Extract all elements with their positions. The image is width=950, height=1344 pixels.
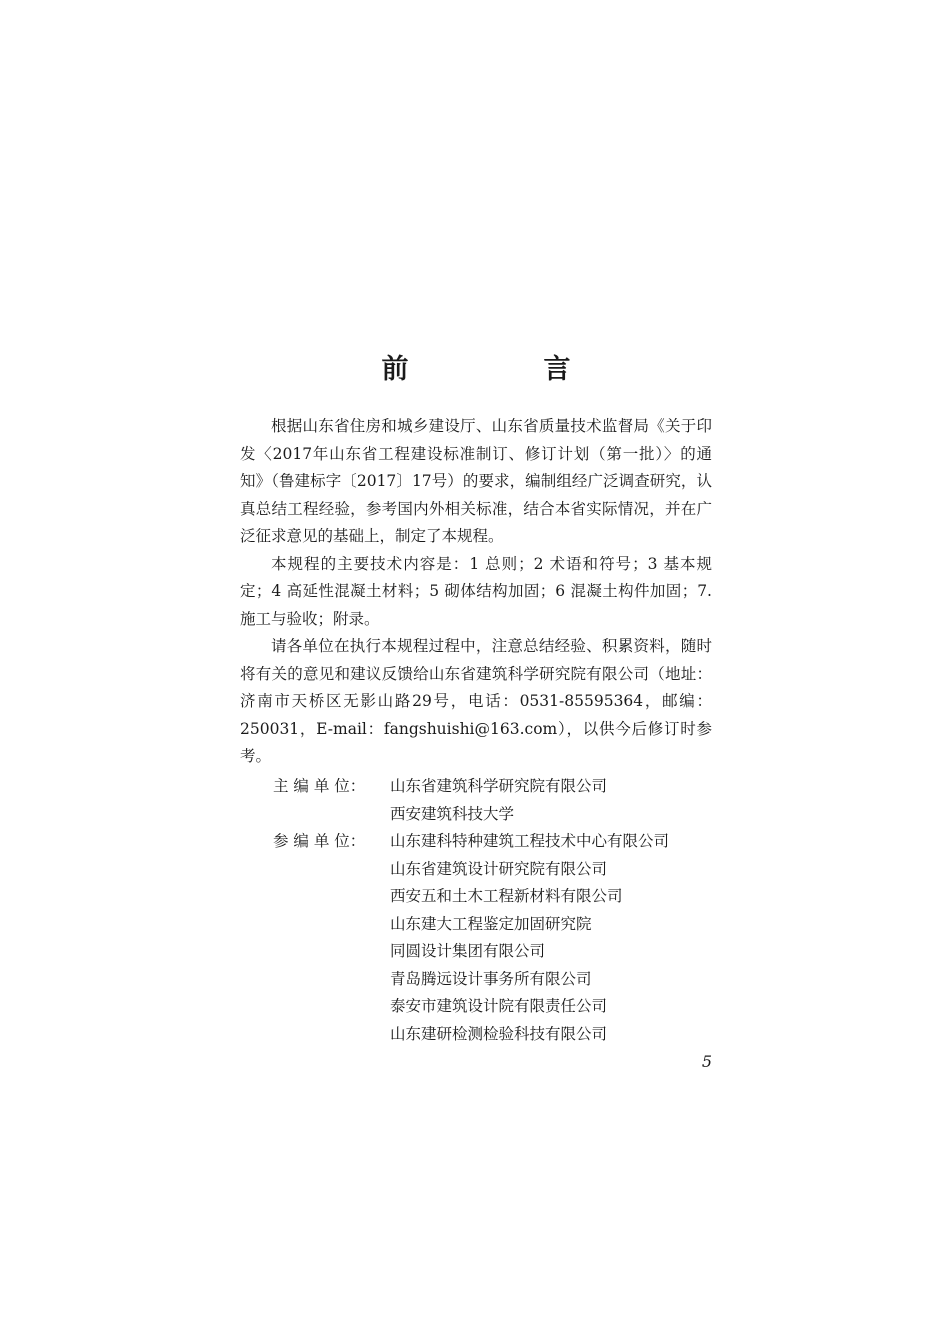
unit-row [240, 938, 712, 966]
unit-row [240, 1021, 712, 1049]
page-number: 5 [701, 1052, 712, 1071]
preface-paragraph-3: 请各单位在执行本规程过程中，注意总结经验、积累资料，随时将有关的意见和建议反馈给山东省建筑科学研究院有限公司（地址：济南市天桥区无影山路29号，电话：0531-85595364，邮编：250031，E-mail：fangshuishi@163.com），以供今后修订时参考。 [240, 637, 712, 765]
unit-row [240, 993, 712, 1021]
unit-row [240, 883, 712, 911]
unit-name: 山东建研检测检验科技有限公司 [390, 1024, 608, 1043]
participating-editor-label: 参 编 单 位： [273, 832, 366, 850]
unit-name: 西安建筑科技大学 [390, 804, 515, 823]
unit-name: 山东建大工程鉴定加固研究院 [390, 914, 592, 933]
unit-row [240, 828, 712, 856]
unit-name: 山东建科特种建筑工程技术中心有限公司 [390, 832, 670, 850]
page-title: 前 言 [381, 354, 625, 385]
participating-editor-units [240, 828, 712, 1048]
chief-editor-units [240, 773, 712, 828]
unit-name: 青岛腾远设计事务所有限公司 [390, 969, 592, 988]
unit-name: 同圆设计集团有限公司 [390, 942, 546, 960]
preface-paragraph-1: 根据山东省住房和城乡建设厅、山东省质量技术监督局《关于印发〈2017年山东省工程建设标准制订、修订计划（第一批）〉的通知》（鲁建标字〔2017〕17号）的要求，编制组经广泛调查研究，认真总结工程经验，参考国内外相关标准，结合本省实际情况，并在广泛征求意见的基础上，制定了本规程。 [240, 417, 712, 545]
unit-row [240, 911, 712, 939]
unit-row [240, 801, 712, 829]
unit-name: 山东省建筑科学研究院有限公司 [390, 777, 608, 795]
chief-editor-label: 主 编 单 位： [273, 777, 366, 795]
unit-row [240, 856, 712, 884]
unit-row [240, 966, 712, 994]
preface-body [240, 413, 712, 771]
unit-name: 西安五和土木工程新材料有限公司 [390, 887, 623, 905]
preface-paragraph-2: 本规程的主要技术内容是：1 总则；2 术语和符号；3 基本规定；4 高延性混凝土材料；5 砌体结构加固；6 混凝土构件加固；7. 施工与验收；附录。 [240, 554, 712, 628]
unit-row [240, 773, 712, 801]
unit-name: 山东省建筑设计研究院有限公司 [390, 859, 608, 878]
unit-name: 泰安市建筑设计院有限责任公司 [390, 997, 608, 1015]
